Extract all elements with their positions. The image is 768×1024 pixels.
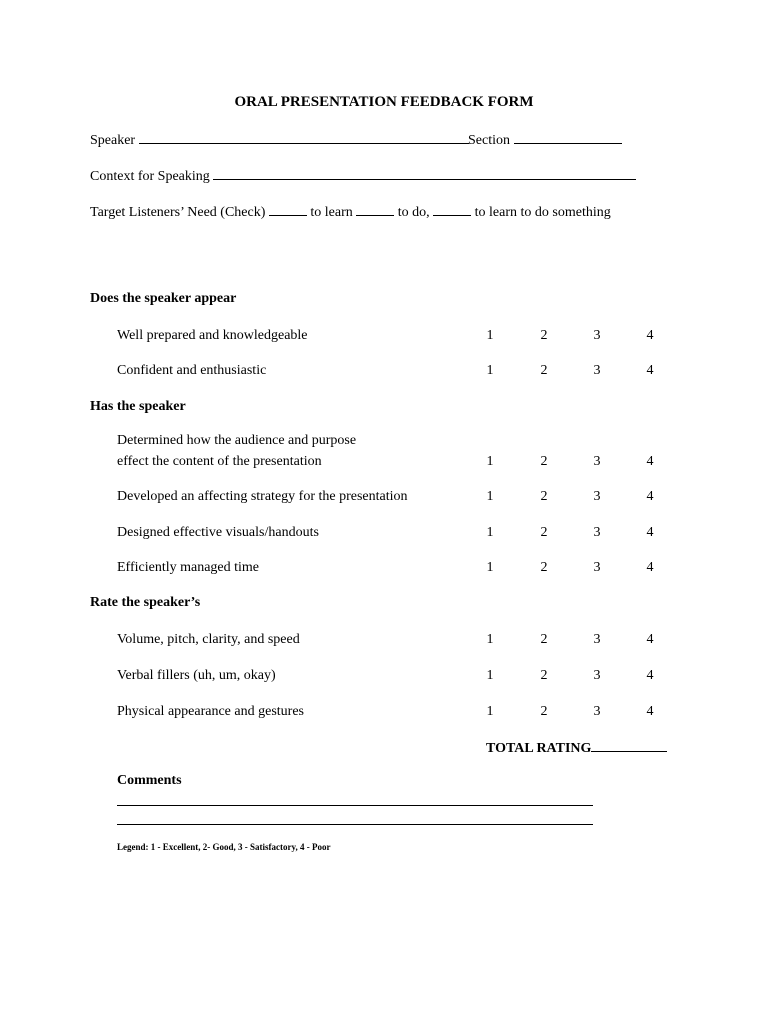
rating-2[interactable]: 2 (540, 454, 548, 469)
rating-2[interactable]: 2 (540, 560, 548, 575)
rating-2[interactable]: 2 (540, 489, 548, 504)
total-rating-row (486, 739, 667, 756)
rating-3[interactable]: 3 (593, 525, 601, 540)
speaker-label: Speaker (90, 133, 136, 148)
target-blank-1[interactable] (269, 203, 307, 216)
rating-4[interactable]: 4 (646, 489, 654, 504)
target-option-do: to do, (397, 205, 430, 220)
speaker-field-row (90, 131, 469, 148)
rating-4[interactable]: 4 (646, 525, 654, 540)
total-rating-blank[interactable] (591, 739, 667, 752)
rating-row-audience (117, 431, 677, 471)
rating-4[interactable]: 4 (646, 632, 654, 647)
criterion-label: Confident and enthusiastic (117, 363, 267, 378)
comments-label: Comments (117, 773, 182, 788)
context-field-row (90, 167, 636, 184)
rating-row-fillers (117, 645, 677, 685)
criterion-label: Well prepared and knowledgeable (117, 328, 308, 343)
criterion-label: Volume, pitch, clarity, and speed (117, 632, 300, 647)
rating-2[interactable]: 2 (540, 328, 548, 343)
rating-1[interactable]: 1 (486, 525, 494, 540)
target-blank-2[interactable] (356, 203, 394, 216)
rating-3[interactable]: 3 (593, 489, 601, 504)
rating-3[interactable]: 3 (593, 704, 601, 719)
rating-row-prepared (117, 305, 677, 345)
rating-1[interactable]: 1 (486, 363, 494, 378)
rating-1[interactable]: 1 (486, 454, 494, 469)
rating-2[interactable]: 2 (540, 525, 548, 540)
comments-line-1[interactable] (117, 805, 593, 806)
heading-has: Has the speaker (90, 399, 186, 414)
rating-2[interactable]: 2 (540, 668, 548, 683)
context-blank[interactable] (213, 167, 636, 180)
form-title: ORAL PRESENTATION FEEDBACK FORM (234, 94, 534, 110)
heading-appear: Does the speaker appear (90, 291, 237, 306)
rating-row-strategy (117, 466, 677, 506)
rating-row-confident (117, 340, 677, 380)
target-option-learn: to learn (310, 205, 353, 220)
rating-4[interactable]: 4 (646, 454, 654, 469)
criterion-label: Physical appearance and gestures (117, 704, 304, 719)
criterion-label: Efficiently managed time (117, 560, 260, 575)
rating-row-time (117, 537, 677, 577)
criterion-label-line1: Determined how the audience and purpose (117, 433, 357, 448)
speaker-blank[interactable] (139, 131, 469, 144)
rating-3[interactable]: 3 (593, 328, 601, 343)
rating-1[interactable]: 1 (486, 704, 494, 719)
section-field-row (468, 131, 622, 148)
rating-1[interactable]: 1 (486, 632, 494, 647)
section-blank[interactable] (514, 131, 622, 144)
total-rating-label: TOTAL RATING (486, 741, 592, 756)
target-option-learn-to-do: to learn to do something (474, 205, 611, 220)
rating-1[interactable]: 1 (486, 328, 494, 343)
criterion-label: effect the content of the presentation (117, 454, 322, 469)
rating-4[interactable]: 4 (646, 363, 654, 378)
rating-row-appearance (117, 681, 677, 721)
rating-3[interactable]: 3 (593, 363, 601, 378)
target-field-row (90, 203, 611, 220)
rating-4[interactable]: 4 (646, 328, 654, 343)
rating-row-visuals (117, 502, 677, 542)
rating-3[interactable]: 3 (593, 668, 601, 683)
criterion-label: Designed effective visuals/handouts (117, 525, 319, 540)
comments-line-2[interactable] (117, 824, 593, 825)
rating-3[interactable]: 3 (593, 632, 601, 647)
rating-3[interactable]: 3 (593, 454, 601, 469)
heading-rate: Rate the speaker’s (90, 595, 201, 610)
criterion-label: Developed an affecting strategy for the presentation (117, 489, 408, 504)
rating-row-volume (117, 609, 677, 649)
legend-text: Legend: 1 - Excellent, 2- Good, 3 - Satisfactory, 4 - Poor (117, 842, 331, 852)
section-label: Section (468, 133, 510, 148)
rating-2[interactable]: 2 (540, 704, 548, 719)
rating-3[interactable]: 3 (593, 560, 601, 575)
rating-1[interactable]: 1 (486, 489, 494, 504)
rating-1[interactable]: 1 (486, 668, 494, 683)
rating-4[interactable]: 4 (646, 560, 654, 575)
criterion-label: Verbal fillers (uh, um, okay) (117, 668, 276, 683)
context-label: Context for Speaking (90, 169, 210, 184)
rating-2[interactable]: 2 (540, 632, 548, 647)
rating-4[interactable]: 4 (646, 668, 654, 683)
target-label: Target Listeners’ Need (Check) (90, 205, 266, 220)
rating-4[interactable]: 4 (646, 704, 654, 719)
rating-2[interactable]: 2 (540, 363, 548, 378)
target-blank-3[interactable] (433, 203, 471, 216)
rating-1[interactable]: 1 (486, 560, 494, 575)
